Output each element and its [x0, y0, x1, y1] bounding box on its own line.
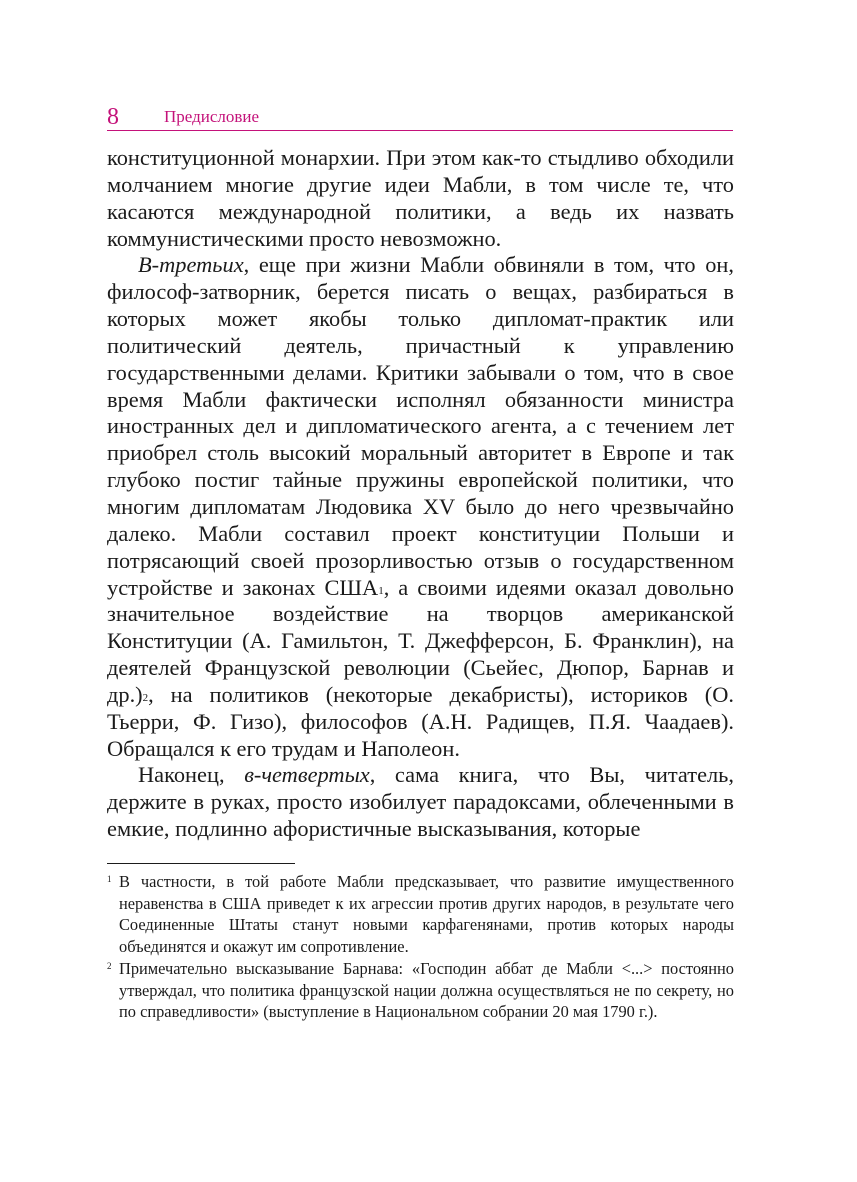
main-text — [107, 145, 734, 843]
footnote-ref-1[interactable]: 1 — [378, 584, 384, 597]
paragraph-fourthly-text-b: , сама книга, что Вы, читатель, держите в руках, просто изобилует парадоксами, облеченными в емкие, подлинно афористичные высказывания, которые — [107, 762, 734, 842]
emphasis-fourthly: в-четвертых — [244, 762, 370, 788]
paragraph-thirdly-text-b: , а своими идеями оказал довольно значительное воздействие на творцов американской Конституции (А. Гамильтон, Т. Джефферсон, Б. Франклин), на деятелей Французской революции (Сьейес, Дюпор, Барнав и др.) — [107, 574, 734, 707]
paragraph-thirdly — [107, 252, 734, 762]
page-header — [107, 104, 733, 131]
paragraph-thirdly-text-a: , еще при жизни Мабли обвиняли в том, что он, философ-затворник, берется писать о вещах, разбираться в которых может якобы только дипломат-практик или политический деятель, причастный к управлению государственными делами. Критики забывали о том, что в свое время Мабли фактически исполнял обязанности министра иностранных дел и дипломатического агента, а с течением лет приобрел столь высокий моральный авторитет в Европе и так глубоко постиг тайные пружины европейской политики, что многим дипломатам Людовика XV было до него чрезвычайно далеко. Мабли составил проект конституции Польши и потрясающий своей прозорливостью отзыв о государственном устройстве и законах США — [107, 252, 734, 600]
footnote-1 — [107, 871, 734, 958]
page-number: 8 — [107, 104, 119, 130]
running-head: Предисловие — [164, 107, 260, 126]
footnote-text: Примечательно высказывание Барнава: «Господин аббат де Мабли <...> постоянно утверждал, что политика французской нации должна осуществляться не по секрету, но по справедливости» (выступление в Национальном собрании 20 мая 1790 г.). — [119, 958, 734, 1022]
paragraph-continued: конституционной монархии. При этом как-то стыдливо обходили молчанием многие другие идеи Мабли, в том числе те, что касаются международной политики, а ведь их назвать коммунистическими просто невозможно. — [107, 145, 734, 251]
footnote-ref-2[interactable]: 2 — [142, 691, 149, 704]
footnote-2 — [107, 958, 734, 1023]
footnotes — [107, 871, 734, 1023]
footnote-text: В частности, в той работе Мабли предсказывает, что развитие имущественного неравенства в США приведет к их агрессии против других народов, в результате чего Соединенные Штаты станут новыми карфагенянами, против которых народы объединятся и окажут им сопротивление. — [119, 872, 734, 957]
paragraph-fourthly — [107, 762, 734, 843]
footnote-mark: 2 — [107, 960, 112, 971]
footnote-separator — [107, 863, 295, 864]
emphasis-thirdly: В-третьих — [138, 252, 244, 278]
footnote-mark: 1 — [107, 874, 112, 884]
paragraph-thirdly-text-c: , на политиков (некоторые декабристы), историков (О. Тьерри, Ф. Гизо), философов (А.Н. Радищев, П.Я. Чаадаев). Обращался к его трудам и Наполеон. — [107, 681, 734, 761]
paragraph-fourthly-text-a: Наконец, — [138, 762, 245, 788]
